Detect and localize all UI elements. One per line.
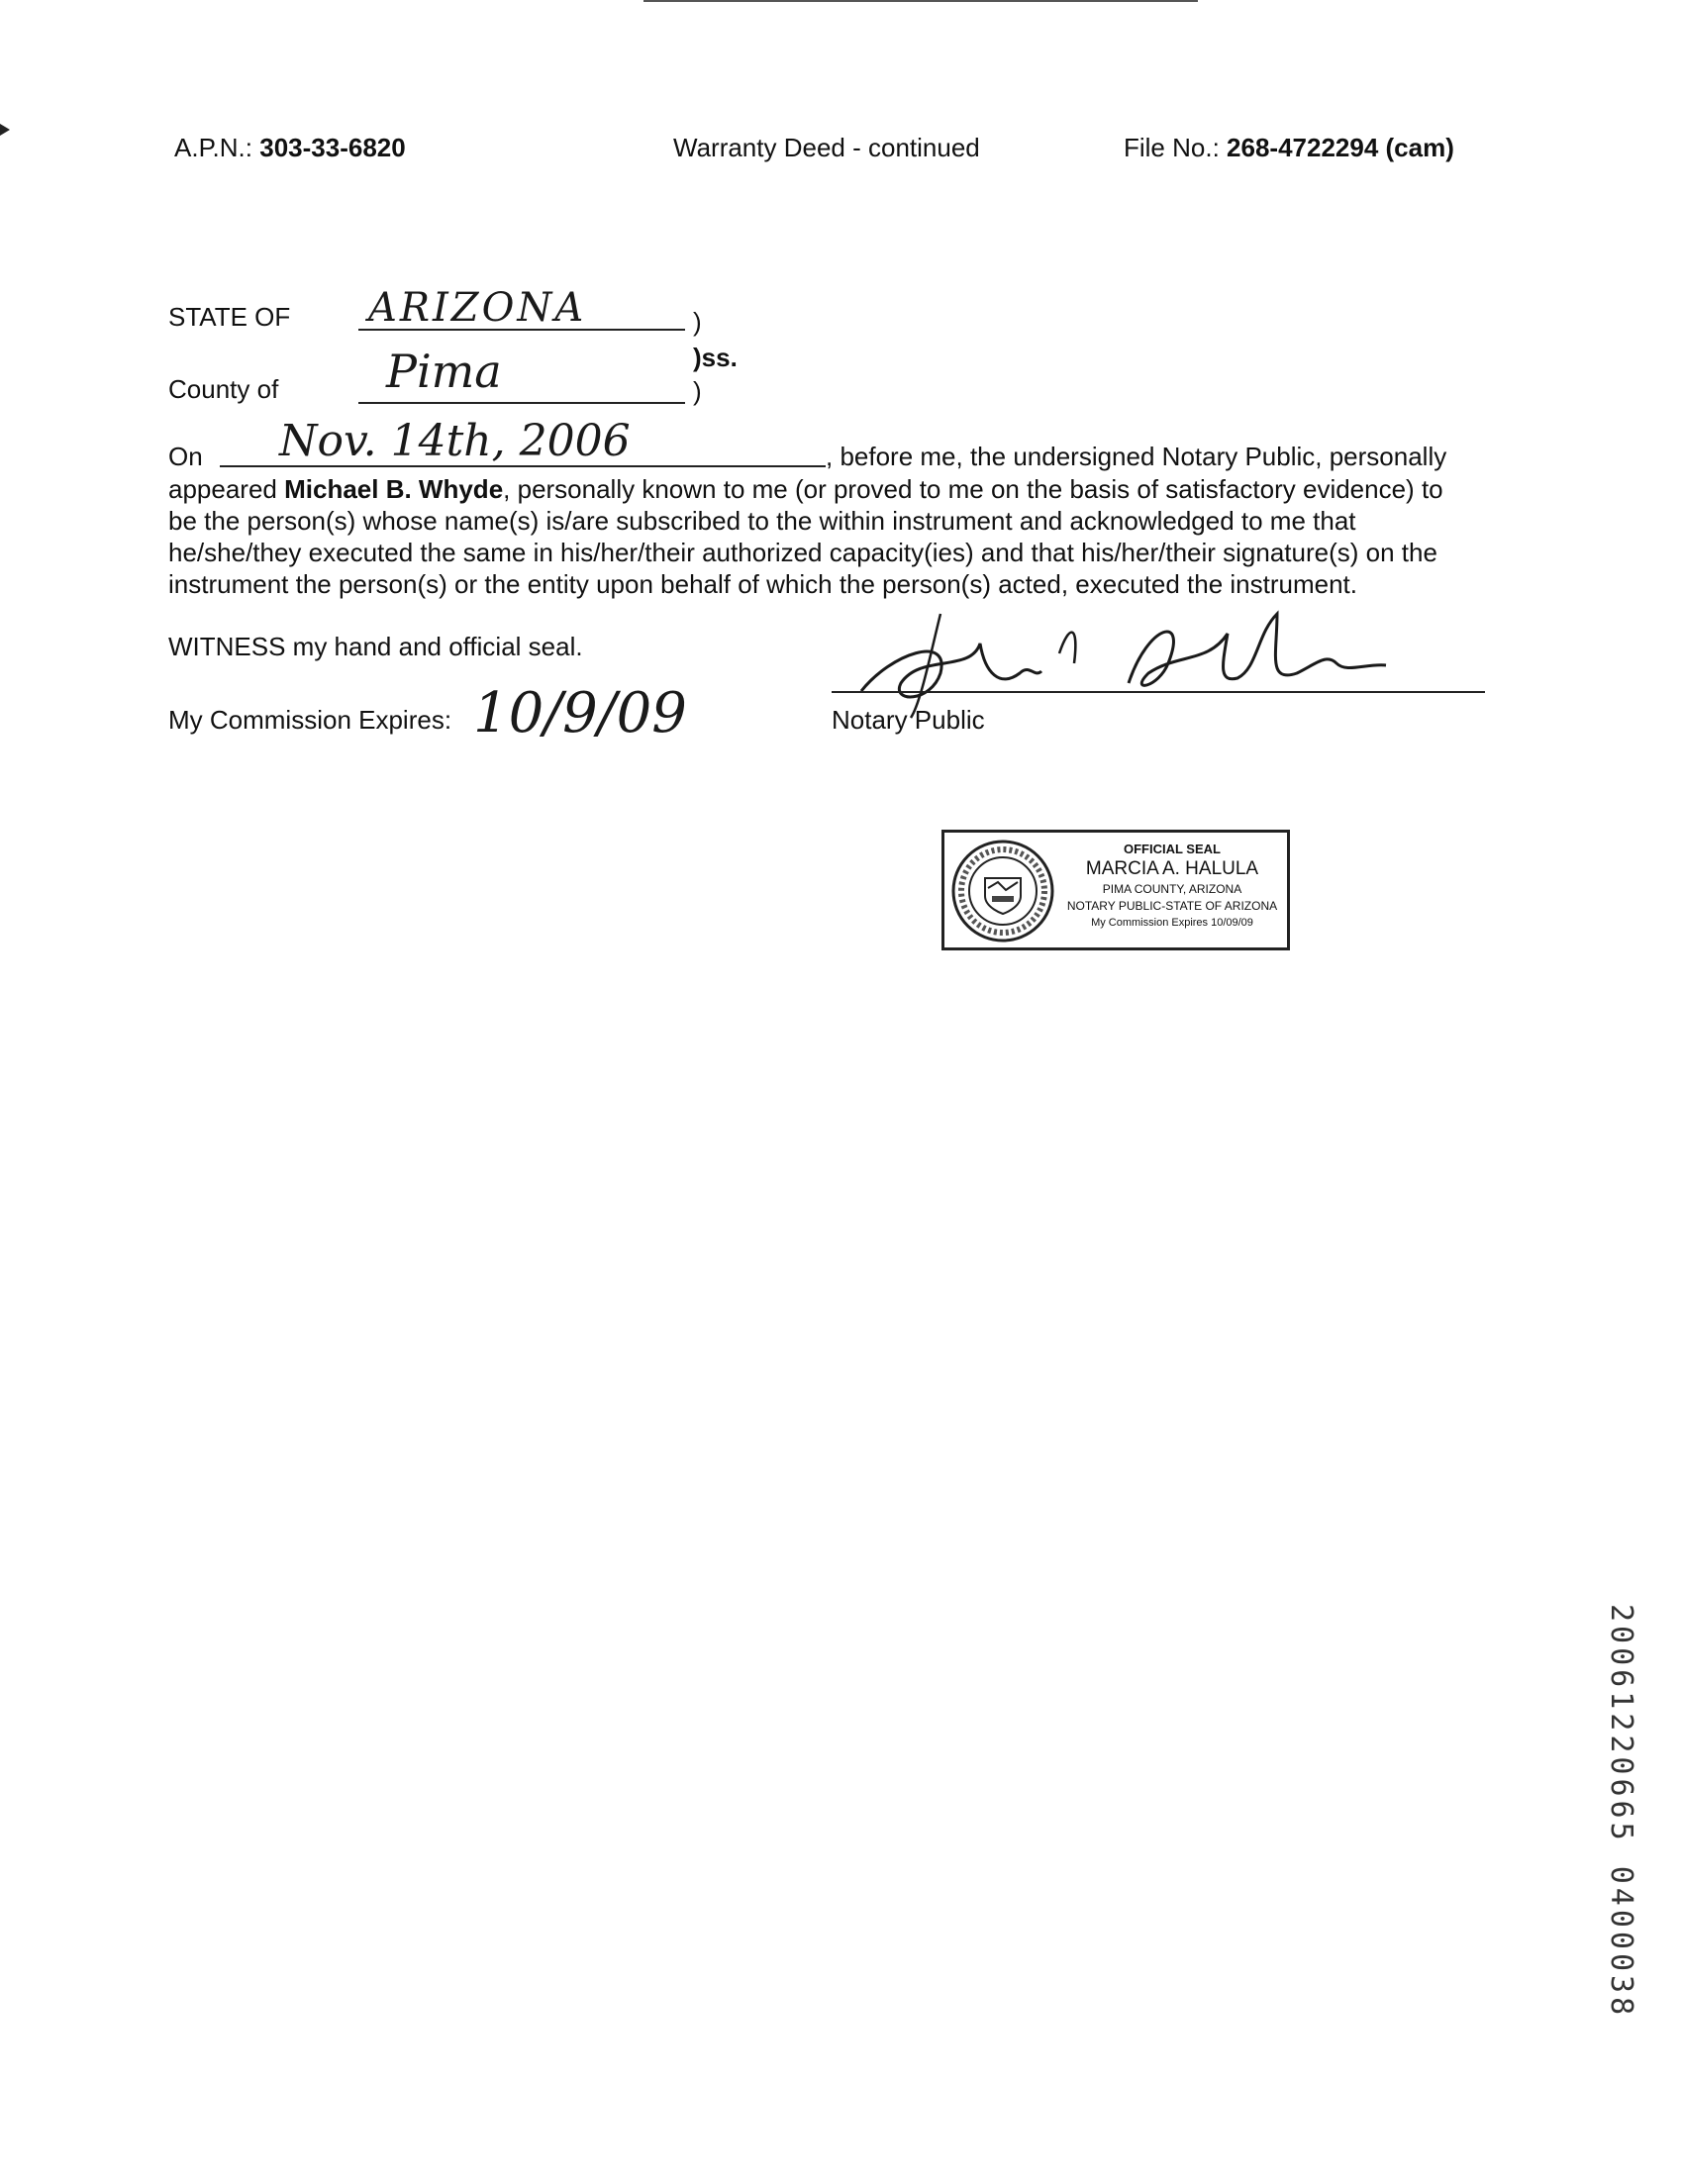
appeared-prefix: appeared <box>168 474 285 504</box>
seal-county: PIMA COUNTY, ARIZONA <box>1102 882 1242 896</box>
seal-role: NOTARY PUBLIC-STATE OF ARIZONA <box>1066 899 1278 913</box>
appeared-rest: , personally known to me (or proved to me on the basis of satisfactory evidence) to <box>503 474 1443 504</box>
paren-2: ) <box>693 376 702 406</box>
document-title: Warranty Deed - continued <box>673 133 980 162</box>
ss-marker: )ss. <box>693 343 738 372</box>
commission-value: 10/9/09 <box>473 681 687 745</box>
seal-expires: My Commission Expires 10/09/09 <box>1091 917 1253 929</box>
ack-line-4: he/she/they executed the same in his/her/their authorized capacity(ies) and that his/her/their signature(s) on the <box>168 538 1437 567</box>
county-label: County of <box>168 374 279 404</box>
apn-value: 303-33-6820 <box>259 133 406 162</box>
witness-text: WITNESS my hand and official seal. <box>168 632 583 661</box>
person-name: Michael B. Whyde <box>284 474 504 504</box>
state-seal-emblem <box>950 839 1055 943</box>
signature-line <box>832 691 1485 693</box>
county-value: Pima <box>386 345 502 398</box>
commission-label: My Commission Expires: <box>168 705 452 735</box>
paren-1: ) <box>693 307 702 337</box>
notary-label: Notary Public <box>832 705 985 735</box>
seal-name: MARCIA A. HALULA <box>1085 858 1259 879</box>
seal-title: OFFICIAL SEAL <box>1124 842 1221 856</box>
date-value: Nov. 14th, 2006 <box>279 416 631 466</box>
apn <box>174 133 406 163</box>
ack-line-1: , before me, the undersigned Notary Public, personally <box>826 442 1447 471</box>
file-label: File No.: <box>1124 133 1220 162</box>
on-label: On <box>168 442 203 471</box>
file-number <box>1124 133 1454 163</box>
recording-number: 20061220665 0400038 <box>1604 1604 1638 2020</box>
apn-label: A.P.N.: <box>174 133 253 162</box>
state-value: ARIZONA <box>368 285 587 331</box>
top-edge-line <box>643 0 1198 2</box>
state-label: STATE OF <box>168 302 291 332</box>
scan-mark <box>0 124 10 136</box>
ack-line-2 <box>168 473 1505 505</box>
file-value: 268-4722294 (cam) <box>1227 133 1454 162</box>
official-seal-stamp <box>941 830 1290 950</box>
ack-line-5: instrument the person(s) or the entity upon behalf of which the person(s) acted, executed the instrument. <box>168 569 1357 599</box>
ack-line-3: be the person(s) whose name(s) is/are subscribed to the within instrument and acknowledged to me that <box>168 506 1356 536</box>
notary-signature <box>832 594 1485 723</box>
